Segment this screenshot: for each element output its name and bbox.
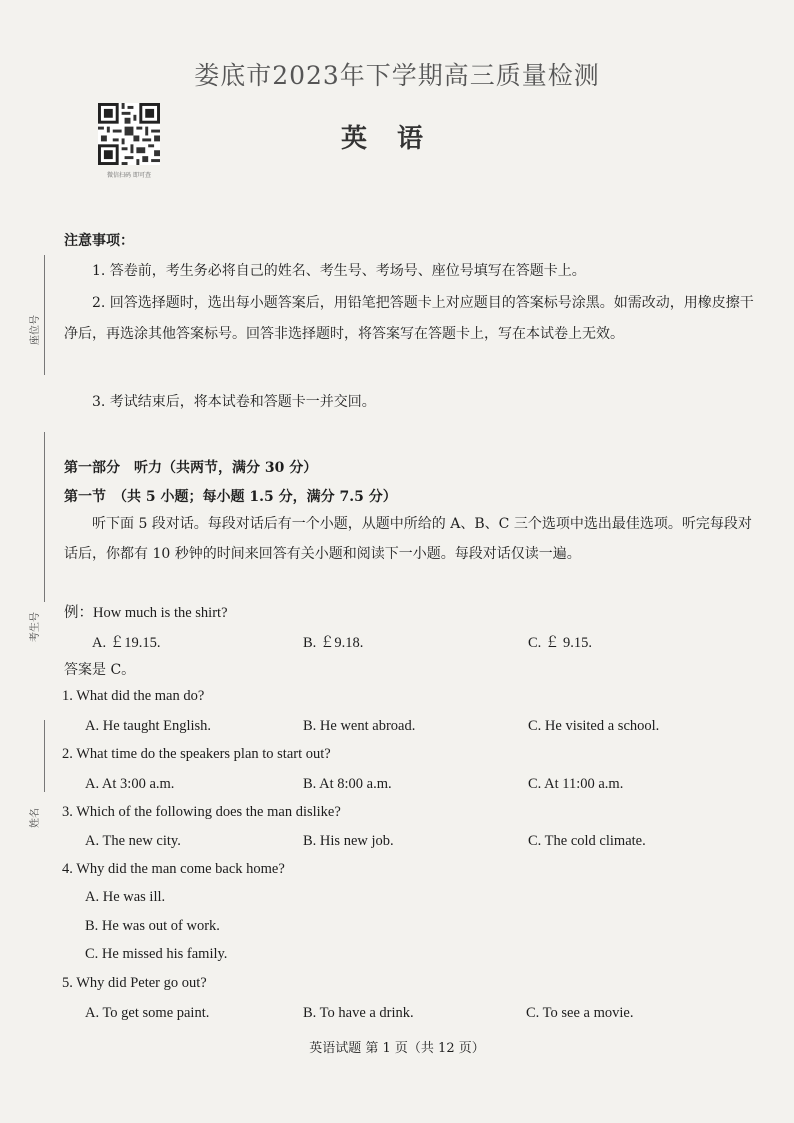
section1-heading: 第一节 （共 5 小题；每小题 1.5 分，满分 7.5 分） [64,489,397,505]
margin-label-examinee-number: 考生号 [30,612,41,642]
question-5-option-b: B. To have a drink. [303,1005,414,1021]
question-4-option-a: A. He was ill. [85,889,166,905]
question-1-option-c: C. He visited a school. [528,718,660,734]
question-2-option-c: C. At 11:00 a.m. [528,776,624,792]
qr-code-icon [98,103,160,165]
question-2-option-a: A. At 3:00 a.m. [85,776,175,792]
margin-line [44,432,45,602]
example-option-b: B. ￡9.18. [303,635,364,651]
question-3-option-a: A. The new city. [85,833,181,849]
notice-heading: 注意事项： [64,233,134,249]
notice-item-1: 1. 答卷前，考生务必将自己的姓名、考生号、考场号、座位号填写在答题卡上。 [92,263,586,279]
example-question: 例：How much is the shirt? [64,605,228,621]
question-5-option-c: C. To see a movie. [526,1005,634,1021]
question-4-option-c: C. He missed his family. [85,946,228,962]
example-option-a: A. ￡19.15. [92,635,161,651]
page-footer: 英语试题 第 1 页（共 12 页） [309,1041,485,1056]
question-4-option-b: B. He was out of work. [85,918,220,934]
margin-line [44,720,45,792]
notice-item-3: 3. 考试结束后，将本试卷和答题卡一并交回。 [92,394,376,410]
question-2-option-b: B. At 8:00 a.m. [303,776,392,792]
question-5: 5. Why did Peter go out? [62,975,207,991]
exam-title: 娄底市2023年下学期高三质量检测 [194,61,600,90]
question-5-option-a: A. To get some paint. [85,1005,210,1021]
notice-item-2: 2. 回答选择题时，选出每小题答案后，用铅笔把答题卡上对应题目的答案标号涂黑。如需改动，用橡皮擦干净后，再选涂其他答案标号。回答非选择题时，将答案写在答题卡上，写在本试卷上无效。 [64,295,754,342]
part1-heading: 第一部分 听力（共两节，满分 30 分） [64,460,318,476]
example-answer: 答案是 C。 [64,662,136,678]
margin-line [44,255,45,375]
question-3: 3. Which of the following does the man dislike? [62,804,341,820]
qr-caption: 微信扫码 即可查 [107,172,151,179]
question-1: 1. What did the man do? [62,688,205,704]
example-option-c: C. ￡ 9.15. [528,635,593,651]
question-1-option-b: B. He went abroad. [303,718,416,734]
margin-label-seat: 座位号 [30,315,41,345]
subject-title: 英语 [340,124,453,154]
question-3-option-b: B. His new job. [303,833,394,849]
listening-instructions: 听下面 5 段对话。每段对话后有一个小题，从题中所给的 A、B、C 三个选项中选出最佳选项。听完每段对话后，你都有 10 秒钟的时间来回答有关小题和阅读下一小题。每段对话仅读一遍。 [64,516,752,562]
margin-label-name: 姓名 [30,808,41,828]
question-2: 2. What time do the speakers plan to start out? [62,746,331,762]
question-3-option-c: C. The cold climate. [528,833,646,849]
question-1-option-a: A. He taught English. [85,718,212,734]
question-4: 4. Why did the man come back home? [62,861,285,877]
